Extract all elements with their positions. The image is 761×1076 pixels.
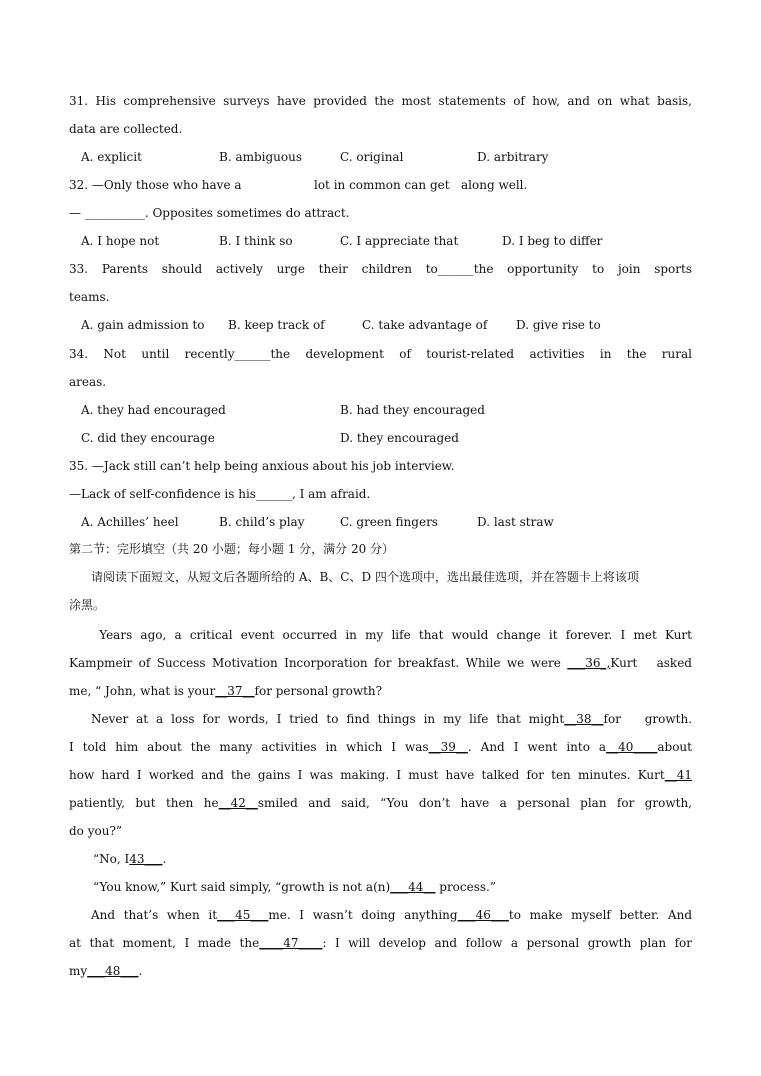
q32-options <box>81 231 692 251</box>
q35-option-d: D. last straw <box>477 515 554 529</box>
blank-40: __40____ <box>606 740 658 754</box>
q32-stem-line2: — __________. Opposites sometimes do attract. <box>69 206 350 220</box>
passage-p2-line4: patiently, but then he__42__smiled and said, “You don’t have a personal plan for growth, <box>69 796 692 810</box>
q33-option-c: C. take advantage of <box>362 318 488 332</box>
blank-39: __39__ <box>428 740 468 754</box>
passage-p4: “You know,” Kurt said simply, “growth is not a(n)___44__ process.” <box>93 880 496 894</box>
q35-option-b: B. child’s play <box>219 515 305 529</box>
q34-option-b: B. had they encouraged <box>340 403 485 417</box>
q32-option-d: D. I beg to differ <box>502 234 603 248</box>
passage-p2-line3: how hard I worked and the gains I was making. I must have talked for ten minutes. Kurt__41 <box>69 768 692 782</box>
blank-36: ___36_, <box>567 656 611 670</box>
passage-p2-line5: do you?” <box>69 824 123 838</box>
q31-stem-line1: 31. His comprehensive surveys have provided the most statements of how, and on what basis, <box>69 94 692 108</box>
blank-47: ____47____ <box>259 936 323 950</box>
q32-option-c: C. I appreciate that <box>340 234 459 248</box>
q35-stem-line2: —Lack of self-confidence is his______, I am afraid. <box>69 487 371 501</box>
q31-option-b: B. ambiguous <box>219 150 303 164</box>
q34-options-row1 <box>81 400 692 420</box>
q31-option-d: D. arbitrary <box>477 150 549 164</box>
passage-p1-line1: Years ago, a critical event occurred in my life that would change it forever. I met Kurt <box>91 628 692 642</box>
passage-p1-line2: Kampmeir of Success Motivation Incorporation for breakfast. While we were ___36_,Kurt asked <box>69 656 692 670</box>
q31-option-a: A. explicit <box>81 150 142 164</box>
q35-option-a: A. Achilles’ heel <box>81 515 179 529</box>
section2-instruction-line2: 涂黑。 <box>69 598 106 612</box>
section2-heading: 第二节：完形填空（共 20 小题；每小题 1 分，满分 20 分） <box>69 542 395 556</box>
q32-option-b: B. I think so <box>219 234 293 248</box>
q34-option-d: D. they encouraged <box>340 431 459 445</box>
blank-38: __38__ <box>564 712 604 726</box>
q34-stem-line2: areas. <box>69 375 107 389</box>
q34-option-c: C. did they encourage <box>81 431 215 445</box>
q34-option-a: A. they had encouraged <box>81 403 226 417</box>
blank-37: __37__ <box>215 684 255 698</box>
passage-p5-line1: And that’s when it___45___me. I wasn’t doing anything___46___to make myself better. And <box>91 908 692 922</box>
blank-41: __41 <box>664 768 692 782</box>
q34-stem-line1: 34. Not until recently______the development of tourist-related activities in the rural <box>69 347 692 361</box>
q33-option-d: D. give rise to <box>516 318 601 332</box>
blank-48: ___48___ <box>87 964 139 978</box>
blank-43: 43___ <box>129 852 163 866</box>
passage-p3: “No, I43___. <box>93 852 167 866</box>
blank-45: ___45___ <box>217 908 269 922</box>
passage-p5-line2: at that moment, I made the____47____: I will develop and follow a personal growth plan for <box>69 936 692 950</box>
blank-44: ___44__ <box>390 880 436 894</box>
q33-options <box>81 315 692 335</box>
q32-option-a: A. I hope not <box>81 234 160 248</box>
passage-p2-line1: Never at a loss for words, I tried to find things in my life that might__38__for growth. <box>91 712 692 726</box>
q31-option-c: C. original <box>340 150 404 164</box>
q35-stem-line1: 35. —Jack still can’t help being anxious about his job interview. <box>69 459 455 473</box>
q33-stem-line1: 33. Parents should actively urge their children to______the opportunity to join sports <box>69 262 692 276</box>
blank-46: ___46___ <box>457 908 509 922</box>
q31-stem-line2: data are collected. <box>69 122 183 136</box>
q34-options-row2 <box>81 428 692 448</box>
passage-p2-line2: I told him about the many activities in which I was__39__. And I went into a__40____about <box>69 740 692 754</box>
blank-42: __42__ <box>218 796 258 810</box>
section2-instruction-line1: 请阅读下面短文，从短文后各题所给的 A、B、C、D 四个选项中，选出最佳选项，并在答题卡上将该项 <box>91 570 639 584</box>
q33-option-b: B. keep track of <box>228 318 325 332</box>
passage-p5-line3: my___48___. <box>69 964 143 978</box>
q35-options <box>81 512 692 532</box>
q33-option-a: A. gain admission to <box>81 318 205 332</box>
q35-option-c: C. green fingers <box>340 515 438 529</box>
q33-stem-line2: teams. <box>69 290 110 304</box>
q31-options <box>81 147 692 167</box>
q32-stem-line1: 32. —Only those who have a lot in common can get along well. <box>69 178 528 192</box>
passage-p1-line3: me, “ John, what is your__37__for personal growth? <box>69 684 383 698</box>
